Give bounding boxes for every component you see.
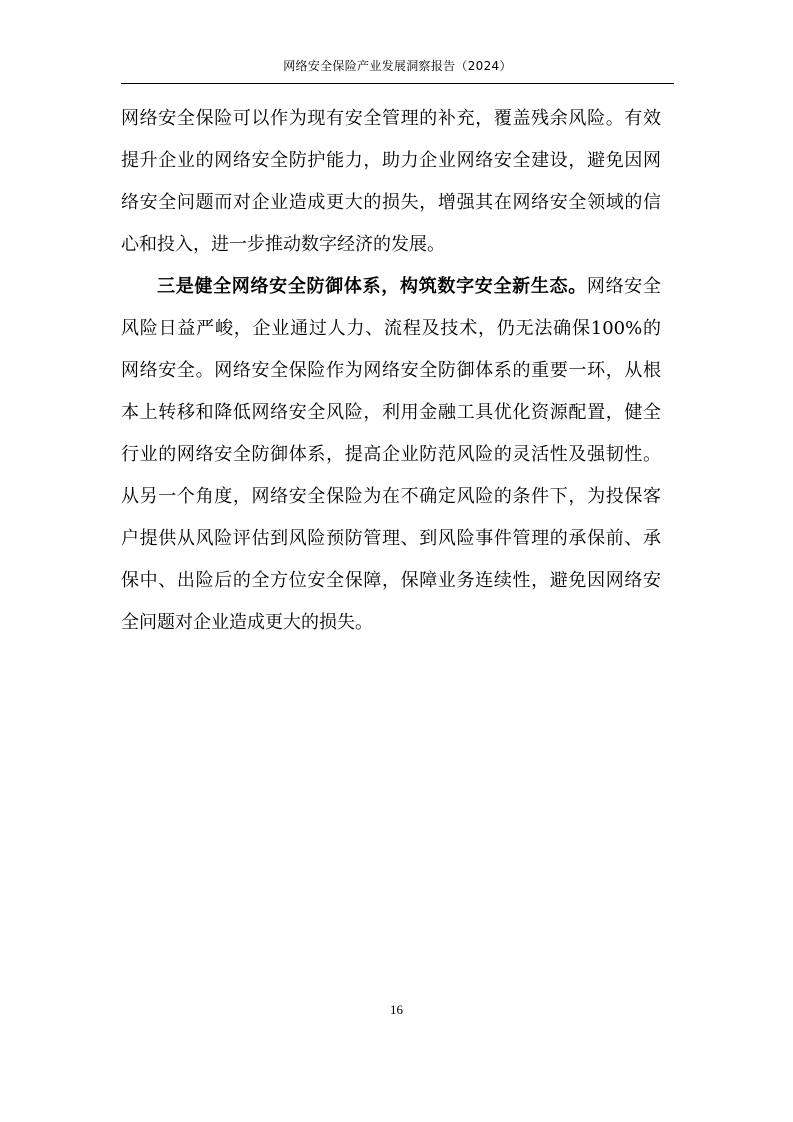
text-line: 保中、出险后的全方位安全保障，保障业务连续性，避免因网络安	[121, 570, 661, 591]
paragraph-first-line-rest: 网络安全	[586, 276, 661, 297]
text-line: 风险日益严峻，企业通过人力、流程及技术，仍无法确保100%的	[121, 318, 661, 339]
paragraph-lead-heading: 三是健全网络安全防御体系，构筑数字安全新生态。	[157, 276, 587, 297]
text-line: 络安全问题而对企业造成更大的损失，增强其在网络安全领域的信	[121, 192, 661, 213]
text-line: 提升企业的网络安全防护能力，助力企业网络安全建设，避免因网	[121, 150, 661, 171]
header-rule	[121, 83, 674, 84]
running-header: 网络安全保险产业发展洞察报告（2024）	[283, 59, 512, 73]
text-line-first	[121, 266, 661, 308]
text-line: 网络安全。网络安全保险作为网络安全防御体系的重要一环，从根	[121, 360, 661, 381]
text-line: 户提供从风险评估到风险预防管理、到风险事件管理的承保前、承	[121, 528, 661, 549]
text-line: 全问题对企业造成更大的损失。	[121, 612, 373, 633]
text-line: 行业的网络安全防御体系，提高企业防范风险的灵活性及强韧性。	[121, 444, 661, 465]
paragraph-defense-system	[121, 266, 661, 644]
paragraph-residual-risk	[121, 98, 661, 266]
text-line: 心和投入，进一步推动数字经济的发展。	[121, 234, 445, 255]
text-line: 从另一个角度，网络安全保险为在不确定风险的条件下，为投保客	[121, 486, 661, 507]
text-line: 本上转移和降低网络安全风险，利用金融工具优化资源配置，健全	[121, 402, 661, 423]
text-line: 网络安全保险可以作为现有安全管理的补充，覆盖残余风险。有效	[121, 108, 661, 129]
page-body	[121, 98, 661, 644]
page-number: 16	[390, 1002, 403, 1017]
